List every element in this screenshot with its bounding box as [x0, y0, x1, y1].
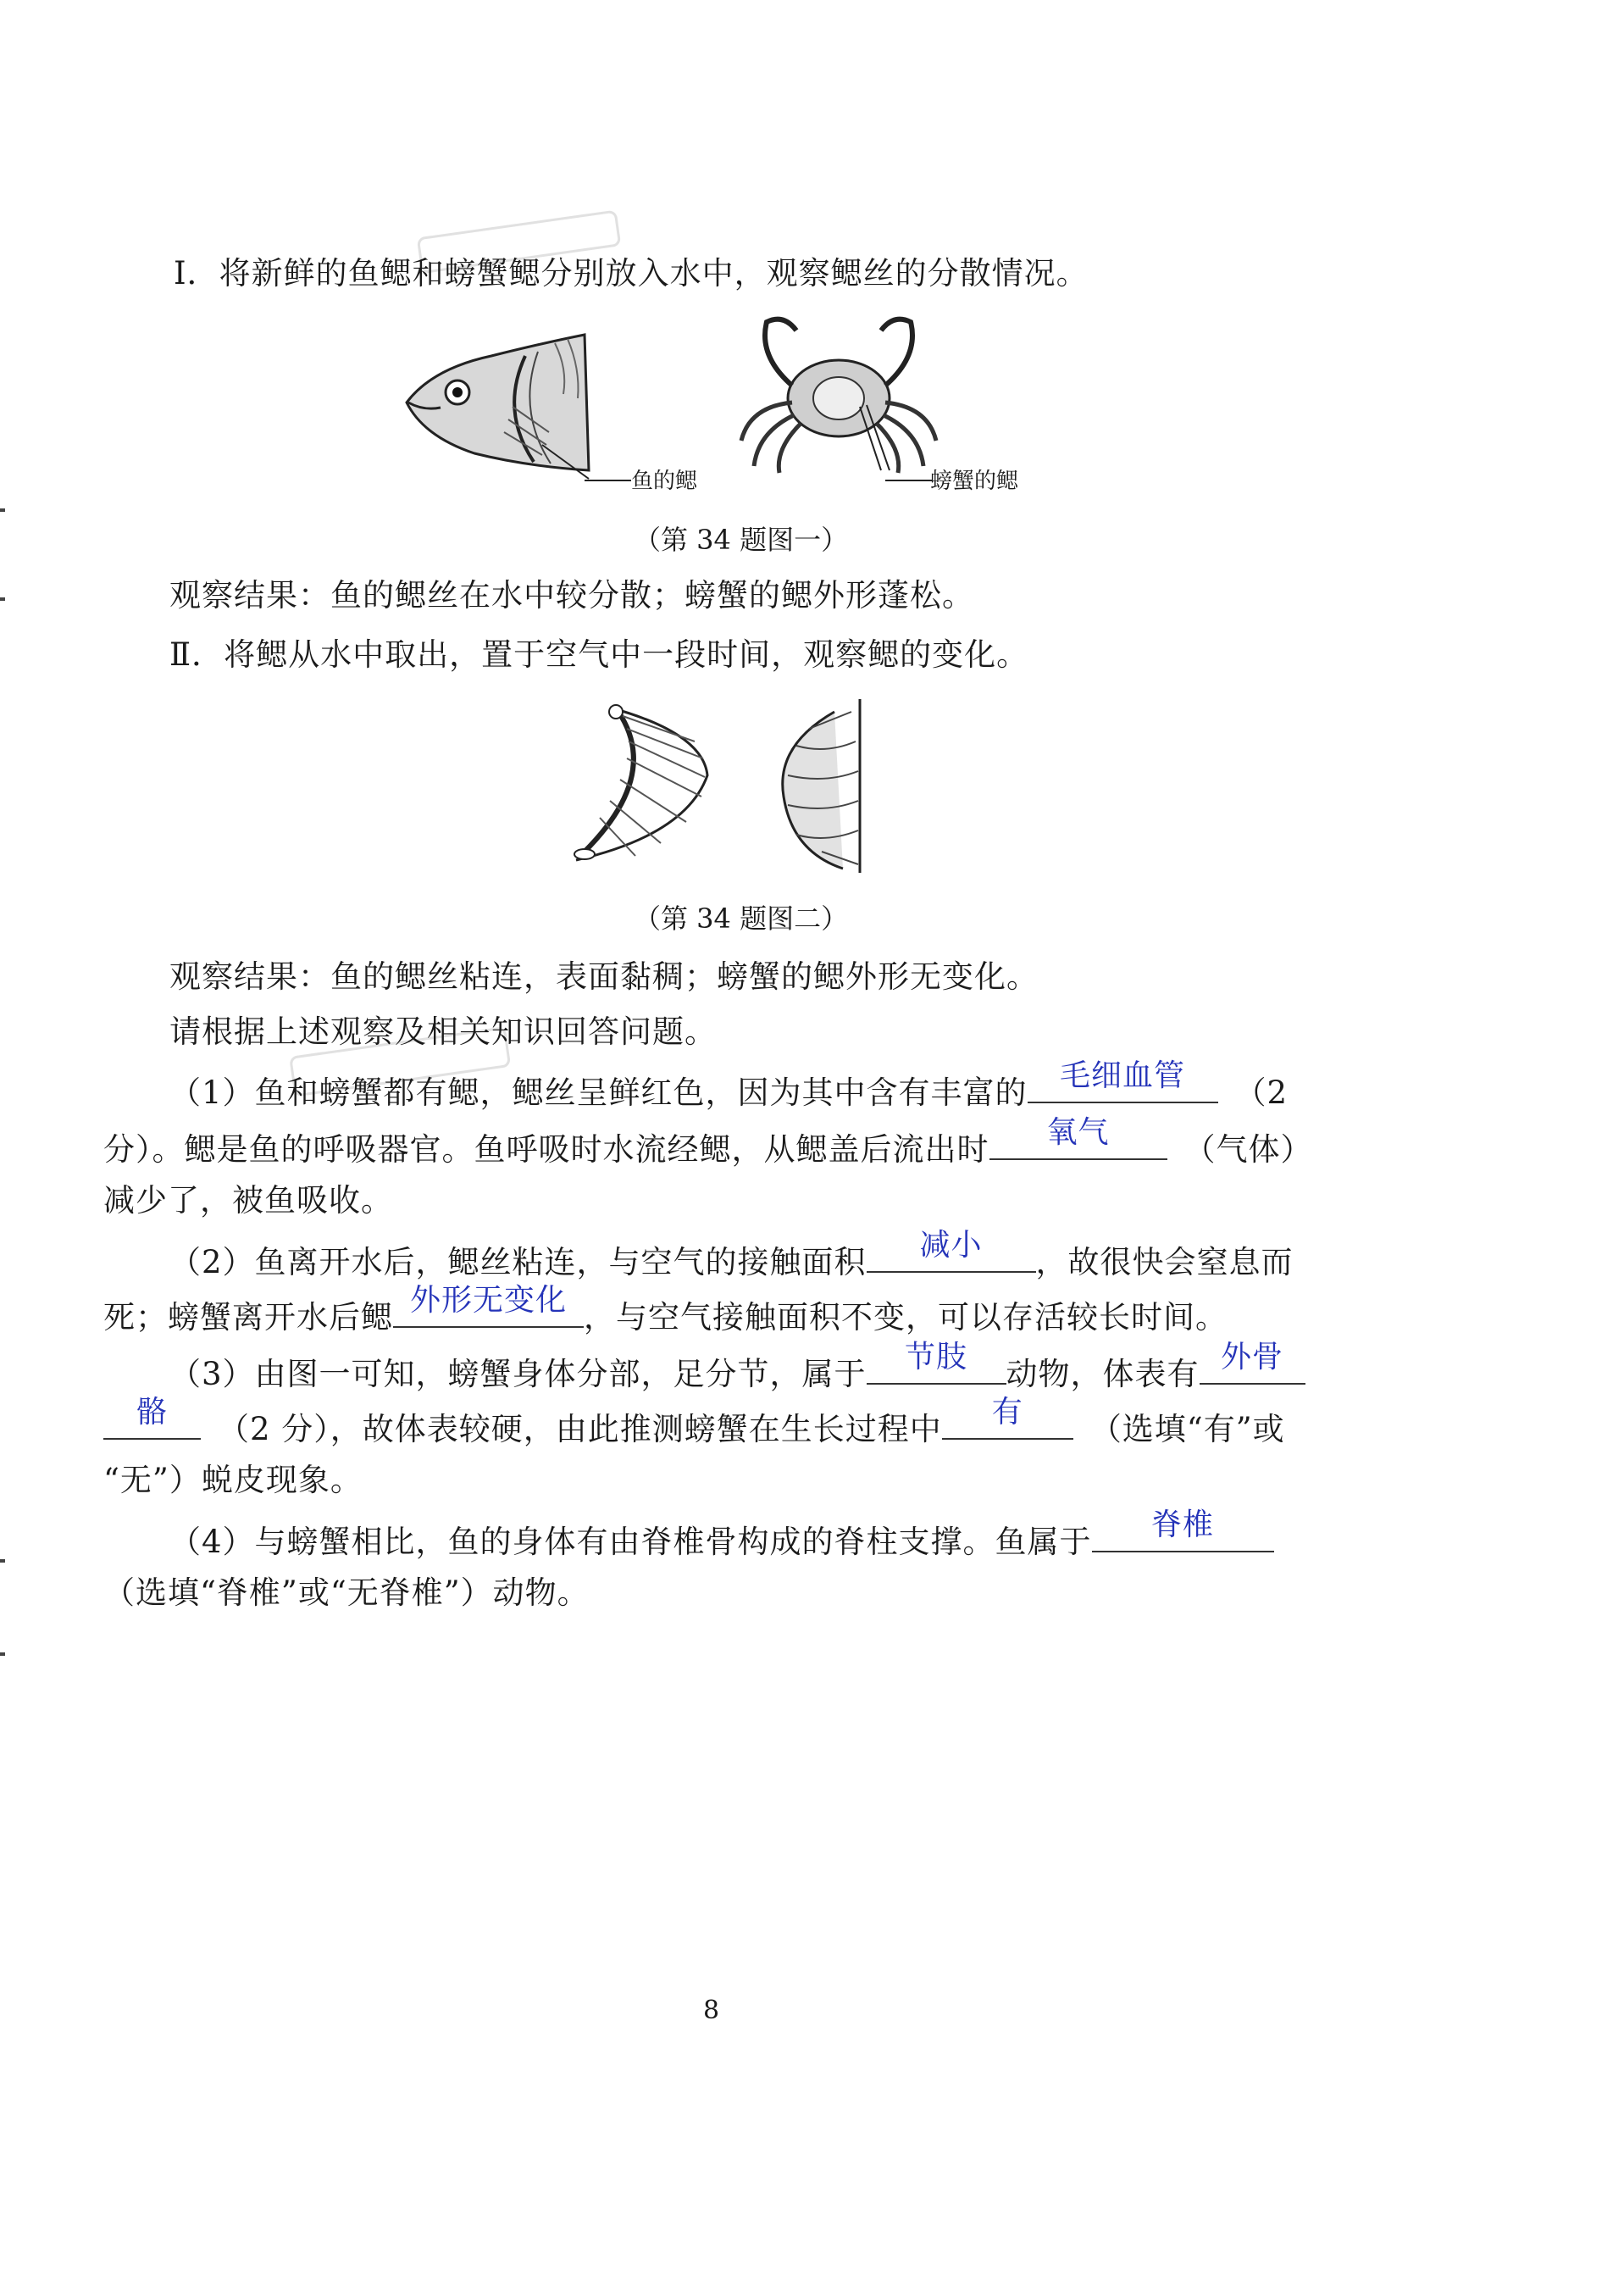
question-4-line-2: （选填“脊椎”或“无脊椎”）动物。 — [103, 1574, 590, 1611]
question-3-line-2 — [103, 1395, 1285, 1451]
question-2-line-1 — [169, 1228, 1294, 1284]
page-number: 8 — [703, 1996, 720, 2025]
edge-mark — [0, 1652, 5, 1656]
fish-gill-label: 鱼的鳃 — [631, 469, 698, 494]
q1-blank-1[interactable] — [1028, 1058, 1218, 1103]
q3-answer-3: 有 — [991, 1395, 1023, 1430]
q1-answer-2: 氧气 — [1046, 1115, 1110, 1150]
q3-answer-2b: 骼 — [136, 1395, 168, 1430]
q2-text-c: 死；螃蟹离开水后鳃 — [103, 1299, 393, 1335]
crab-gill-leader-line — [885, 470, 936, 487]
q1-text-c: 分）。鳃是鱼的呼吸器官。鱼呼吸时水流经鳃，从鳃盖后流出时 — [103, 1131, 989, 1168]
q2-answer-1: 减小 — [919, 1228, 983, 1263]
observation-result-2: 观察结果：鱼的鳃丝粘连，表面黏稠；螃蟹的鳃外形无变化。 — [169, 958, 1039, 995]
question-3-line-3: “无”）蜕皮现象。 — [103, 1462, 363, 1498]
figure-2-caption: （第 34 题图二） — [634, 902, 849, 935]
q3-text-c: （2 分），故体表较硬，由此推测螃蟹在生长过程中 — [218, 1411, 942, 1447]
question-1-line-3: 减少了，被鱼吸收。 — [103, 1182, 393, 1219]
q3-blank-3[interactable] — [942, 1395, 1073, 1440]
edge-mark — [0, 597, 5, 601]
crab-gill-air-illustration — [775, 695, 864, 877]
q2-blank-2[interactable] — [393, 1283, 584, 1328]
q2-text-d: ，与空气接触面积不变，可以存活较长时间。 — [584, 1299, 1228, 1335]
q3-answer-1: 节肢 — [905, 1340, 968, 1374]
q3-blank-2b[interactable] — [103, 1395, 201, 1440]
question-1-line-1 — [169, 1058, 1289, 1114]
q3-text-b: 动物，体表有 — [1006, 1356, 1200, 1392]
question-4-line-1 — [169, 1508, 1274, 1563]
q1-text-b: （2 — [1234, 1074, 1289, 1111]
q1-text-d: （气体） — [1183, 1131, 1313, 1168]
q1-answer-1: 毛细血管 — [1060, 1058, 1186, 1093]
q2-text-b: ，故很快会窒息而 — [1035, 1244, 1294, 1280]
q4-text-a: （4）与螃蟹相比，鱼的身体有由脊椎骨构成的脊柱支撑。鱼属于 — [169, 1524, 1092, 1560]
question-2-line-2 — [103, 1283, 1228, 1339]
q3-answer-2a: 外骨 — [1221, 1340, 1284, 1374]
q2-text-a: （2）鱼离开水后，鳃丝粘连，与空气的接触面积 — [169, 1244, 867, 1280]
edge-mark — [0, 508, 5, 512]
q2-blank-1[interactable] — [867, 1228, 1036, 1273]
q4-blank-1[interactable] — [1092, 1508, 1274, 1552]
edge-mark — [0, 1559, 5, 1563]
question-1-line-2 — [103, 1115, 1313, 1171]
fish-gill-air-illustration — [559, 699, 729, 869]
q2-answer-2: 外形无变化 — [409, 1283, 567, 1318]
fish-gill-leader-line — [585, 470, 635, 487]
q4-answer-1: 脊椎 — [1151, 1508, 1215, 1542]
question-3-line-1 — [169, 1340, 1305, 1396]
instruction-text: 请根据上述观察及相关知识回答问题。 — [169, 1013, 717, 1050]
step-2-text: Ⅱ．将鳃从水中取出，置于空气中一段时间，观察鳃的变化。 — [169, 636, 1029, 673]
crab-illustration — [733, 305, 945, 475]
figure-1-caption: （第 34 题图一） — [634, 524, 849, 556]
q3-blank-1[interactable] — [867, 1340, 1006, 1385]
crab-gill-label: 螃蟹的鳃 — [930, 469, 1019, 494]
step-1-text: Ⅰ．将新鲜的鱼鳃和螃蟹鳃分别放入水中，观察鳃丝的分散情况。 — [174, 255, 1089, 292]
q3-blank-2a[interactable] — [1200, 1340, 1305, 1385]
q1-text-a: （1）鱼和螃蟹都有鳃，鳃丝呈鲜红色，因为其中含有丰富的 — [169, 1074, 1028, 1111]
q1-blank-2[interactable] — [989, 1115, 1167, 1160]
q3-text-d: （选填“有”或 — [1089, 1411, 1285, 1447]
observation-result-1: 观察结果：鱼的鳃丝在水中较分散；螃蟹的鳃外形蓬松。 — [169, 577, 974, 614]
fish-head-illustration — [398, 318, 593, 487]
q3-text-a: （3）由图一可知，螃蟹身体分部，足分节，属于 — [169, 1356, 867, 1392]
